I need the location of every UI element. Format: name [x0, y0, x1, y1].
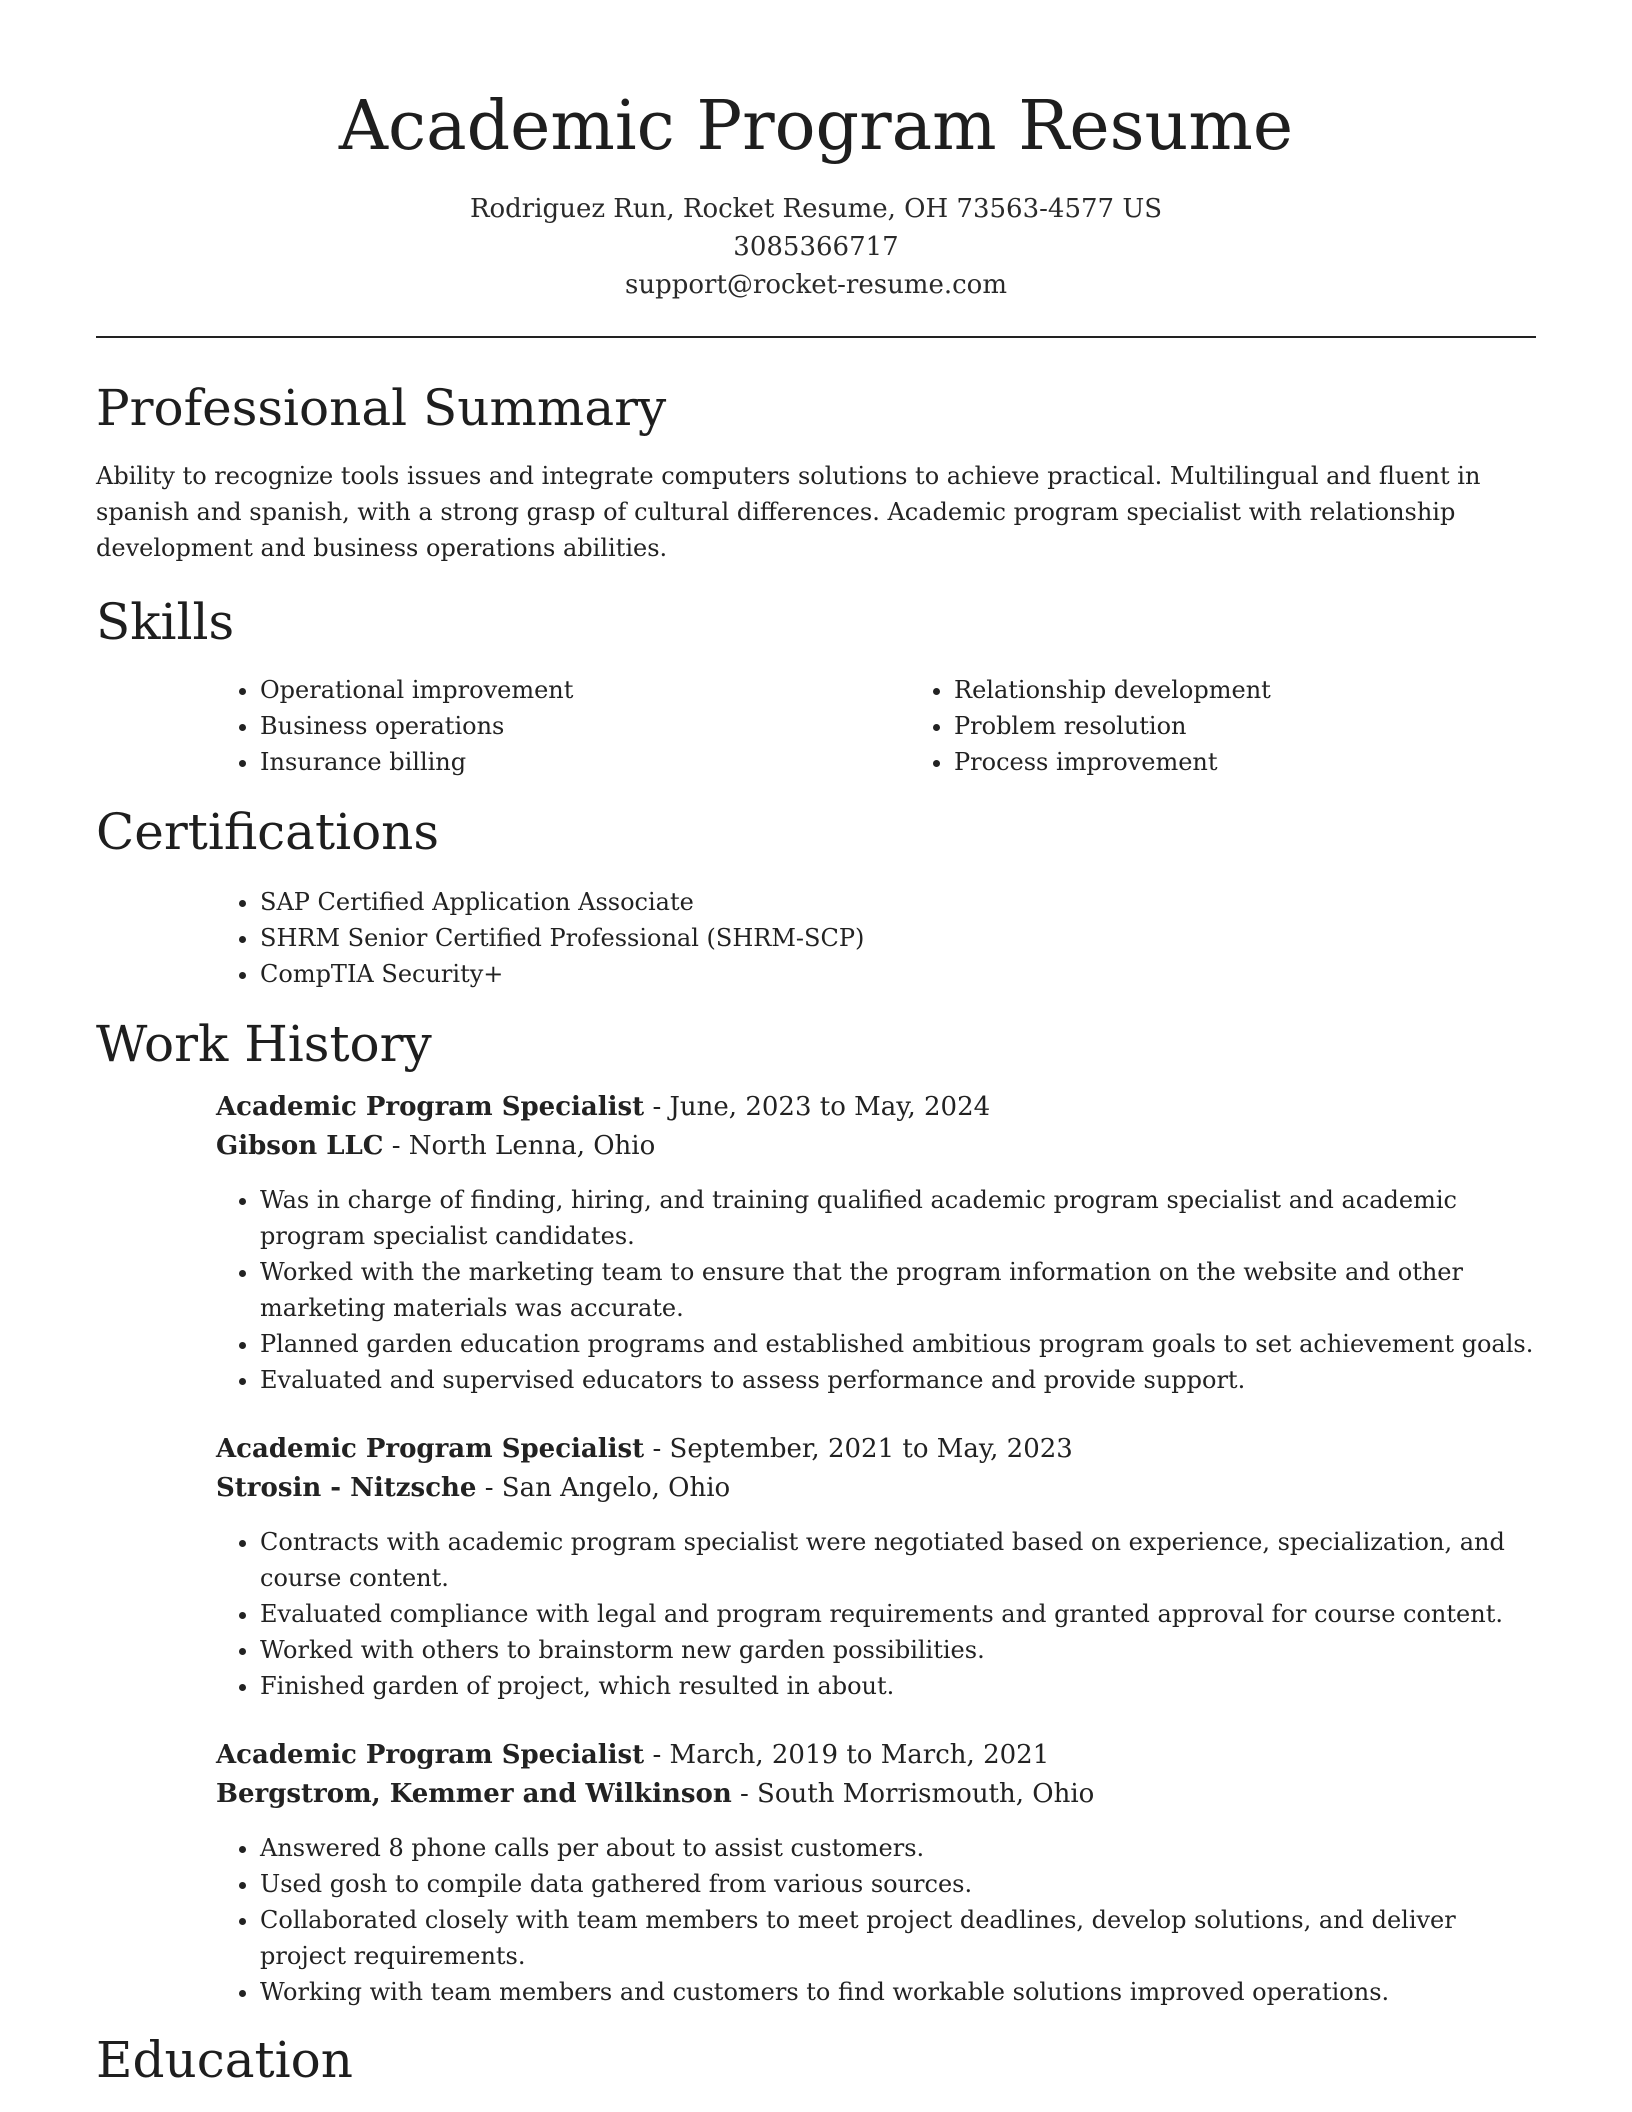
job-bullet: • Contracts with academic program specialist were negotiated based on experience, specialization, and course content. [260, 1524, 1536, 1596]
job-title: Academic Program Specialist [216, 1740, 645, 1770]
skill-item: • Business operations [260, 708, 910, 744]
job-bullets [216, 1182, 1536, 1398]
resume-page [96, 0, 1536, 2090]
job-title-line [216, 1430, 1536, 1468]
job-location: - North Lenna, Ohio [383, 1131, 656, 1161]
job-dates: - March, 2019 to March, 2021 [644, 1740, 1050, 1770]
skill-item: • Problem resolution [954, 708, 1604, 744]
job-dates: - June, 2023 to May, 2024 [644, 1092, 991, 1122]
skill-item: • Insurance billing [260, 744, 910, 780]
summary-heading: Professional Summary [96, 379, 667, 437]
job-location: - South Morrismouth, Ohio [731, 1779, 1095, 1809]
job-bullet: • Answered 8 phone calls per about to assist customers. [260, 1830, 1536, 1866]
job-title: Academic Program Specialist [216, 1434, 645, 1464]
job-bullet: • Worked with others to brainstorm new garden possibilities. [260, 1632, 1536, 1668]
job-bullet: • Evaluated compliance with legal and program requirements and granted approval for course content. [260, 1596, 1536, 1632]
education-heading: Education [96, 2031, 353, 2089]
skills-column-left [216, 672, 910, 780]
contact-email: support@rocket-resume.com [624, 270, 1007, 300]
job-company-line [216, 1468, 1536, 1508]
certification-item: • CompTIA Security+ [260, 956, 1536, 992]
job-bullets [216, 1830, 1536, 2010]
skill-item: • Operational improvement [260, 672, 910, 708]
job-bullet: • Used gosh to compile data gathered from various sources. [260, 1866, 1536, 1902]
resume-title: Academic Program Resume [338, 87, 1294, 166]
job-company: Strosin - Nitzsche [216, 1473, 477, 1503]
work-entry [216, 1736, 1536, 2010]
summary-text: Ability to recognize tools issues and integrate computers solutions to achieve practical. Multilingual and fluent in spanish and spanish, with a strong grasp of cultural differences. Academic program specialist with relationship development and business operations abilities. [96, 462, 1481, 562]
job-company: Gibson LLC [216, 1131, 384, 1161]
job-title-line [216, 1736, 1536, 1774]
job-company-line [216, 1774, 1536, 1814]
certification-item: • SAP Certified Application Associate [260, 884, 1536, 920]
job-bullet: • Collaborated closely with team members to meet project deadlines, develop solutions, and deliver project requirements. [260, 1902, 1536, 1974]
work-history-heading: Work History [96, 1015, 432, 1073]
job-bullet: • Worked with the marketing team to ensure that the program information on the website and other marketing materials was accurate. [260, 1254, 1536, 1326]
job-company: Bergstrom, Kemmer and Wilkinson [216, 1779, 732, 1809]
job-bullets [216, 1524, 1536, 1704]
skill-item: • Process improvement [954, 744, 1604, 780]
job-company-line [216, 1126, 1536, 1166]
certifications-list [216, 884, 1536, 992]
job-title: Academic Program Specialist [216, 1092, 645, 1122]
job-bullet: • Working with team members and customers to find workable solutions improved operations. [260, 1974, 1536, 2010]
work-entry [216, 1430, 1536, 1704]
work-entry [216, 1088, 1536, 1398]
certifications-heading: Certifications [96, 803, 440, 861]
skill-item: • Relationship development [954, 672, 1604, 708]
contact-address: Rodriguez Run, Rocket Resume, OH 73563-4577 US [469, 194, 1163, 224]
job-location: - San Angelo, Ohio [476, 1473, 731, 1503]
skills-heading: Skills [96, 593, 235, 651]
job-bullet: • Evaluated and supervised educators to assess performance and provide support. [260, 1362, 1536, 1398]
skills-column-right [910, 672, 1604, 780]
skills-list [216, 672, 1536, 780]
job-dates: - September, 2021 to May, 2023 [644, 1434, 1073, 1464]
certification-item: • SHRM Senior Certified Professional (SHRM-SCP) [260, 920, 1536, 956]
job-bullet: • Planned garden education programs and established ambitious program goals to set achievement goals. [260, 1326, 1536, 1362]
header-divider [96, 336, 1536, 338]
job-bullet: • Finished garden of project, which resulted in about. [260, 1668, 1536, 1704]
job-bullet: • Was in charge of finding, hiring, and training qualified academic program specialist and academic program specialist candidates. [260, 1182, 1536, 1254]
contact-block [96, 190, 1536, 304]
contact-phone: 3085366717 [733, 232, 899, 262]
job-title-line [216, 1088, 1536, 1126]
